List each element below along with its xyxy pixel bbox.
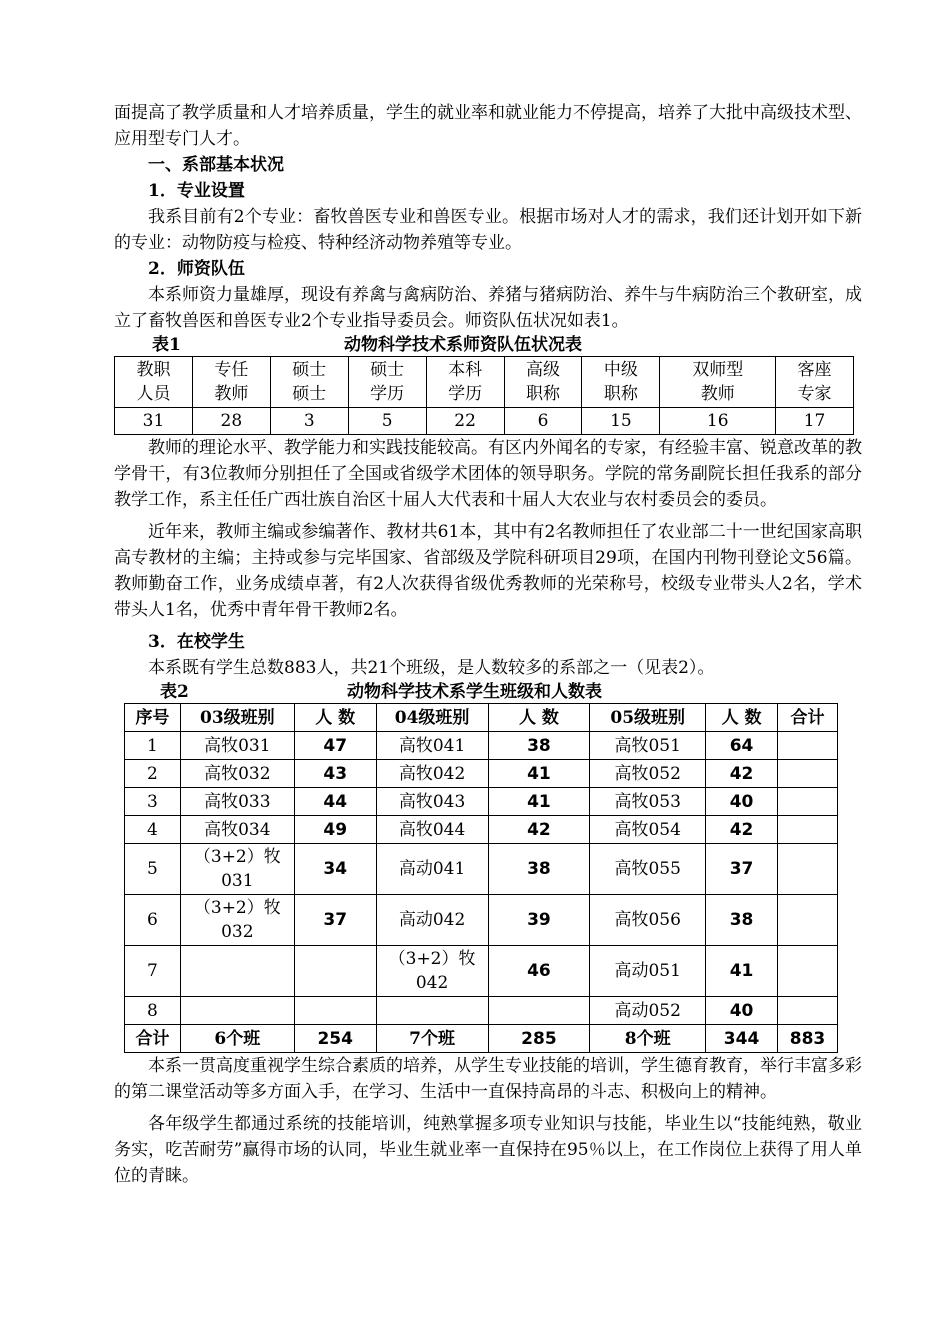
table-row [125, 816, 838, 844]
table-row [125, 732, 838, 760]
count-05: 64 [706, 732, 778, 760]
table-total-row [125, 1025, 838, 1053]
subheading-faculty: 2．师资队伍 [148, 259, 245, 279]
row-total [777, 816, 837, 844]
row-total [777, 760, 837, 788]
count-05: 41 [706, 946, 778, 997]
count-04: 38 [488, 732, 590, 760]
class-03 [180, 997, 294, 1025]
table-header-cell: 人 数 [488, 704, 590, 732]
count-03: 34 [294, 844, 376, 895]
count-04: 39 [488, 895, 590, 946]
table-header-cell: 合计 [777, 704, 837, 732]
row-number: 6 [125, 895, 181, 946]
table-row [115, 408, 854, 435]
table2-caption [114, 681, 862, 703]
table-row [125, 946, 838, 997]
paragraph-majors: 我系目前有2个专业：畜牧兽医专业和兽医专业。根据市场对人才的需求，我们还计划开如下新的专业：动物防疫与检疫、特种经济动物养殖等专业。 [114, 207, 862, 253]
count-04: 42 [488, 816, 590, 844]
table-cell: 28 [192, 408, 270, 435]
table-header-cell: 人 数 [706, 704, 778, 732]
count-05: 40 [706, 997, 778, 1025]
count-04: 38 [488, 844, 590, 895]
total-count-05: 344 [706, 1025, 778, 1053]
count-04: 41 [488, 788, 590, 816]
table-header-cell: 高级 职称 [504, 357, 582, 408]
table-cell: 22 [426, 408, 504, 435]
table-cell: 16 [660, 408, 776, 435]
total-label: 合计 [125, 1025, 181, 1053]
count-03: 49 [294, 816, 376, 844]
table-cell: 15 [582, 408, 660, 435]
count-04: 41 [488, 760, 590, 788]
table2-title: 动物科学技术系学生班级和人数表 [347, 682, 602, 702]
class-04 [376, 997, 488, 1025]
count-03 [294, 946, 376, 997]
class-05: 高牧051 [590, 732, 706, 760]
class-03: （3+2）牧 032 [180, 895, 294, 946]
table-row [125, 760, 838, 788]
row-total [777, 895, 837, 946]
class-04: （3+2）牧 042 [376, 946, 488, 997]
row-number: 2 [125, 760, 181, 788]
class-05: 高牧055 [590, 844, 706, 895]
paragraph-faculty: 本系师资力量雄厚，现设有养禽与禽病防治、养猪与猪病防治、养牛与牛病防治三个教研室，成立了畜牧兽医和兽医专业2个专业指导委员会。师资队伍状况如表1。 [114, 285, 862, 331]
table-header-cell: 教职 人员 [115, 357, 193, 408]
table-header-cell: 硕士 硕士 [270, 357, 348, 408]
document-page [114, 100, 862, 1189]
table-header-cell: 中级 职称 [582, 357, 660, 408]
faculty-table [114, 356, 854, 435]
section-heading-1: 一、系部基本状况 [148, 155, 284, 175]
table-header-cell: 序号 [125, 704, 181, 732]
total-classes-05: 8个班 [590, 1025, 706, 1053]
row-number: 4 [125, 816, 181, 844]
table1-number: 表1 [152, 335, 181, 355]
count-05: 38 [706, 895, 778, 946]
table-header-row [115, 357, 854, 408]
intro-paragraph: 面提高了教学质量和人才培养质量，学生的就业率和就业能力不停提高，培养了大批中高级技术型、应用型专门人才。 [114, 103, 862, 149]
subheading-students: 3．在校学生 [148, 632, 245, 652]
class-04: 高牧043 [376, 788, 488, 816]
table-header-cell: 专任 教师 [192, 357, 270, 408]
table-header-cell: 双师型 教师 [660, 357, 776, 408]
table-header-cell: 03级班别 [180, 704, 294, 732]
row-number: 3 [125, 788, 181, 816]
table-header-cell: 05级班别 [590, 704, 706, 732]
count-03 [294, 997, 376, 1025]
class-03: 高牧032 [180, 760, 294, 788]
students-table [124, 703, 838, 1053]
class-04: 高牧041 [376, 732, 488, 760]
table-cell: 5 [348, 408, 426, 435]
paragraph-recent-achievements: 近年来，教师主编或参编著作、教材共61本，其中有2名教师担任了农业部二十一世纪国家高职高专教材的主编；主持或参与完毕国家、省部级及学院科研项目29项，在国内刊物刊登论文56篇。教师勤奋工作，业务成绩卓著，有2人次获得省级优秀教师的光荣称号，校级专业带头人2名，学术带头人1名，优秀中青年骨干教师2名。 [114, 522, 862, 620]
class-05: 高牧056 [590, 895, 706, 946]
table-row [125, 788, 838, 816]
row-total [777, 788, 837, 816]
table2-number: 表2 [160, 682, 189, 702]
count-03: 47 [294, 732, 376, 760]
row-number: 7 [125, 946, 181, 997]
table-cell: 31 [115, 408, 193, 435]
class-04: 高动042 [376, 895, 488, 946]
class-03 [180, 946, 294, 997]
class-03: （3+2）牧 031 [180, 844, 294, 895]
count-04 [488, 997, 590, 1025]
class-04: 高牧044 [376, 816, 488, 844]
row-number: 8 [125, 997, 181, 1025]
table1-caption [114, 334, 862, 356]
table-row [125, 844, 838, 895]
row-total [777, 946, 837, 997]
table-header-cell: 客座 专家 [776, 357, 854, 408]
count-05: 42 [706, 816, 778, 844]
paragraph-students: 本系既有学生总数883人，共21个班级，是人数较多的系部之一（见表2）。 [148, 658, 715, 678]
count-05: 37 [706, 844, 778, 895]
grand-total: 883 [777, 1025, 837, 1053]
total-classes-03: 6个班 [180, 1025, 294, 1053]
table1-title: 动物科学技术系师资队伍状况表 [344, 335, 582, 355]
table-header-cell: 硕士 学历 [348, 357, 426, 408]
class-05: 高牧054 [590, 816, 706, 844]
class-05: 高动051 [590, 946, 706, 997]
paragraph-teacher-quality: 教师的理论水平、教学能力和实践技能较高。有区内外闻名的专家，有经验丰富、锐意改革的教学骨干，有3位教师分别担任了全国或省级学术团体的领导职务。学院的常务副院长担任我系的部分教学工作，系主任任广西壮族自治区十届人大代表和十届人大农业与农村委员会的委员。 [114, 438, 862, 510]
table-cell: 17 [776, 408, 854, 435]
paragraph-student-quality: 本系一贯高度重视学生综合素质的培养，从学生专业技能的培训，学生德育教育，举行丰富多彩的第二课堂活动等多方面入手，在学习、生活中一直保持高昂的斗志、积极向上的精神。 [114, 1056, 862, 1102]
row-number: 5 [125, 844, 181, 895]
total-classes-04: 7个班 [376, 1025, 488, 1053]
class-04: 高牧042 [376, 760, 488, 788]
table-header-row [125, 704, 838, 732]
count-05: 42 [706, 760, 778, 788]
table-header-cell: 本科 学历 [426, 357, 504, 408]
count-04: 46 [488, 946, 590, 997]
class-03: 高牧034 [180, 816, 294, 844]
row-total [777, 732, 837, 760]
class-04: 高动041 [376, 844, 488, 895]
class-05: 高动052 [590, 997, 706, 1025]
class-05: 高牧053 [590, 788, 706, 816]
row-total [777, 844, 837, 895]
subheading-major-setup: 1．专业设置 [148, 181, 245, 201]
count-03: 37 [294, 895, 376, 946]
count-03: 43 [294, 760, 376, 788]
table-row [125, 895, 838, 946]
count-05: 40 [706, 788, 778, 816]
class-03: 高牧033 [180, 788, 294, 816]
count-03: 44 [294, 788, 376, 816]
table-row [125, 997, 838, 1025]
row-total [777, 997, 837, 1025]
table-cell: 3 [270, 408, 348, 435]
table-header-cell: 人 数 [294, 704, 376, 732]
row-number: 1 [125, 732, 181, 760]
table-cell: 6 [504, 408, 582, 435]
total-count-03: 254 [294, 1025, 376, 1053]
paragraph-employment: 各年级学生都通过系统的技能培训，纯熟掌握多项专业知识与技能，毕业生以“技能纯熟，敬业务实，吃苦耐劳”赢得市场的认同，毕业生就业率一直保持在95％以上，在工作岗位上获得了用人单位的青睐。 [114, 1114, 862, 1186]
total-count-04: 285 [488, 1025, 590, 1053]
table-header-cell: 04级班别 [376, 704, 488, 732]
class-05: 高牧052 [590, 760, 706, 788]
class-03: 高牧031 [180, 732, 294, 760]
